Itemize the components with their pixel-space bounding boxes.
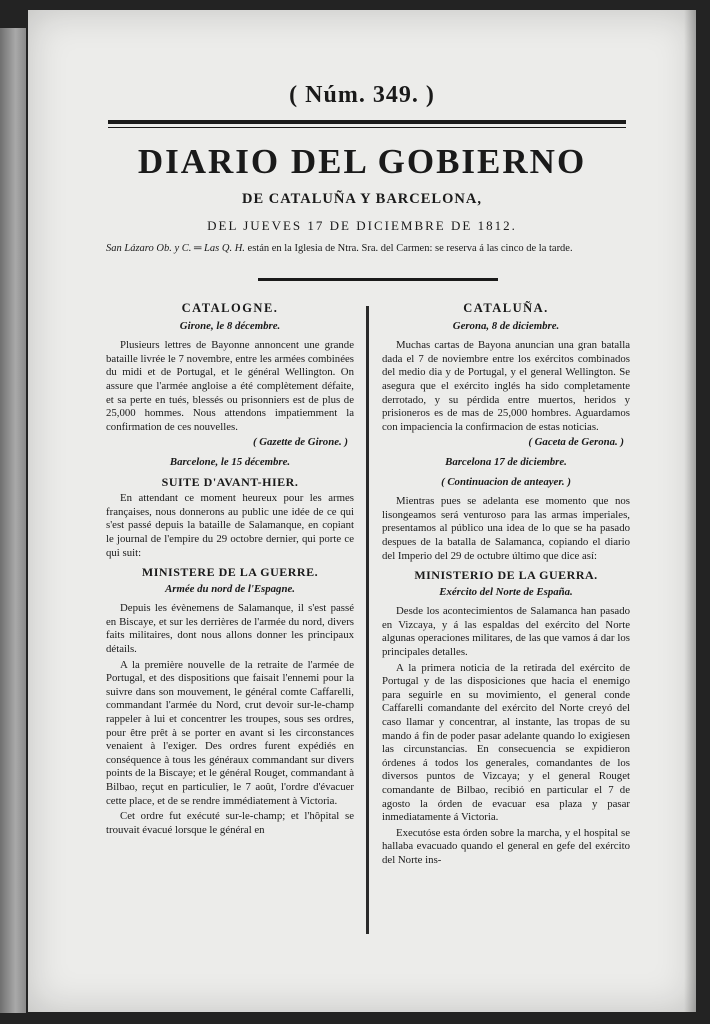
right-paragraph-1: Muchas cartas de Bayona anuncian una gran batalla dada el 7 de noviembre entre los exércitos combinados del medio dia y de Portugal, y el general Wellington. Se asegura que el exército inglés ha sido completamente derrotado, y su pérdida entre muertos, heridos y prisioneros es de mas de 25,000 hombres. Aguardamos con impaciencia la confirmacion de estas noticias. [382, 339, 630, 433]
column-divider [366, 306, 369, 934]
religious-notice [106, 242, 632, 256]
left-army-subheading: Armée du nord de l'Espagne. [165, 582, 295, 595]
left-paragraph-5: Cet ordre fut exécuté sur-le-champ; et l'hôpital se trouvait évacué lorsque le général en [106, 810, 354, 836]
left-paragraph-1: Plusieurs lettres de Bayonne annoncent une grande bataille livrée le 7 novembre, entre les armées combinées du midi et de Portugal, et le général Wellington. On assure que l'armée angloise a été complètement défaite, et sa perte en tués, blessés ou prisonniers est de plus de 25,000 hommes. Nous attendons impatiemment la confirmation de ces nouvelles. [106, 339, 354, 433]
left-source: ( Gazette de Girone. ) [252, 436, 348, 449]
right-source: ( Gaceta de Gerona. ) [528, 436, 624, 449]
right-paragraph-2: Mientras pues se adelanta ese momento que nos lisongeamos será venturoso para las armas imperiales, presentamos al público una idea de lo que se ha pasado despues de la batalla de Salamanca, copiando el diario del Imperio del 29 de octubre último que dice así: [382, 495, 630, 562]
left-paragraph-3: Depuis les évènemens de Salamanque, il s'est passé en Biscaye, et sur les derrières de l'armée du nord, divers faits militaires, dont nous allons donner les principaux détails. [106, 602, 354, 656]
right-dateline-gerona: Gerona, 8 de diciembre. [452, 319, 560, 332]
left-heading: CATALOGNE. [181, 301, 279, 315]
title-rule-thin [108, 127, 626, 128]
left-suite-heading: SUITE D'AVANT-HIER. [161, 474, 299, 489]
right-paragraph-3: Desde los acontecimientos de Salamanca han pasado en Vizcaya, y á las espaldas del exército del Norte algunas operaciones militares, de las que vamos á dar los principales detalles. [382, 605, 630, 659]
right-heading: CATALUÑA. [463, 301, 549, 315]
right-paragraph-4: A la primera noticia de la retirada del exército de Portugal y de las disposiciones que hacia el enemigo para seguirle en su movimiento, el general conde Caffarelli comandante del exército del Norte creyó del caso llamar y concentrar, al instante, las tropas de su mando á fin de poder pasar adelante quando lo exigiesen las circunstancias. En consecuencia se expidieron órdenes á todos los generales, comandantes de los diversos puntos de Vizcaya; y el general Rouget comandante de Bilbao, recibió en particular el 7 de agosto la órden de evacuar esa plaza y pasar inmediatamente á Victoria. [382, 661, 630, 824]
right-paragraph-5: Executóse esta órden sobre la marcha, y el hospital se hallaba evacuado quando el general en gefe del exército del Norte ins- [382, 826, 630, 866]
french-column [106, 300, 354, 839]
left-paragraph-4: A la première nouvelle de la retraite de l'armée de Portugal, et des dispositions que faisait l'ennemi pour la suivre dans son mouvement, le général comte Caffarelli, commandant l'armée du Nord, crut devoir sur-le-champ rappeler à lui et concentrer les troupes, sous ses ordres, pour être prêt à se porter en avant si les circonstances venaient à l'exiger. Des ordres furent expédiés en conséquence à tous les généraux commandant sur divers points de la Biscaye; et le général Rouget, commandant à Bilbao, reçut en particulier, le 7 août, l'ordre d'évacuer cette place, et de se rendre immédiatement à Victoria. [106, 658, 354, 807]
notice-saints: San Lázaro Ob. y C. ═ Las Q. H. [106, 243, 245, 254]
newspaper-page [28, 10, 696, 1012]
left-dateline-girone: Girone, le 8 décembre. [179, 319, 281, 332]
facing-page-edge [0, 28, 26, 1013]
header-divider [258, 278, 498, 281]
left-ministry-heading: MINISTERE DE LA GUERRE. [141, 565, 319, 580]
spanish-column [382, 300, 630, 870]
notice-text: están en la Iglesia de Ntra. Sra. del Carmen: se reserva á las cinco de la tarde. [244, 243, 573, 254]
newspaper-subtitle: DE CATALUÑA Y BARCELONA, [242, 191, 482, 207]
newspaper-title: DIARIO DEL GOBIERNO [137, 142, 587, 181]
issue-date: DEL JUEVES 17 DE DICIEMBRE DE 1812. [207, 218, 517, 233]
right-continuation: ( Continuacion de anteayer. ) [441, 475, 571, 488]
right-dateline-barcelona: Barcelona 17 de diciembre. [445, 455, 567, 468]
left-paragraph-2: En attendant ce moment heureux pour les armes françaises, nous donnerons au public une idée de ce qui s'est passé depuis la bataille de Salamanque, en copiant le journal de l'empire du 29 octobre dernier, qui porte ce qui suit: [106, 492, 354, 559]
issue-number: ( Núm. 349. ) [289, 82, 435, 108]
left-dateline-barcelone: Barcelone, le 15 décembre. [169, 455, 291, 468]
right-ministry-heading: MINISTERIO DE LA GUERRA. [414, 568, 598, 583]
title-rule-thick [108, 120, 626, 124]
right-army-subheading: Exército del Norte de España. [439, 585, 573, 598]
